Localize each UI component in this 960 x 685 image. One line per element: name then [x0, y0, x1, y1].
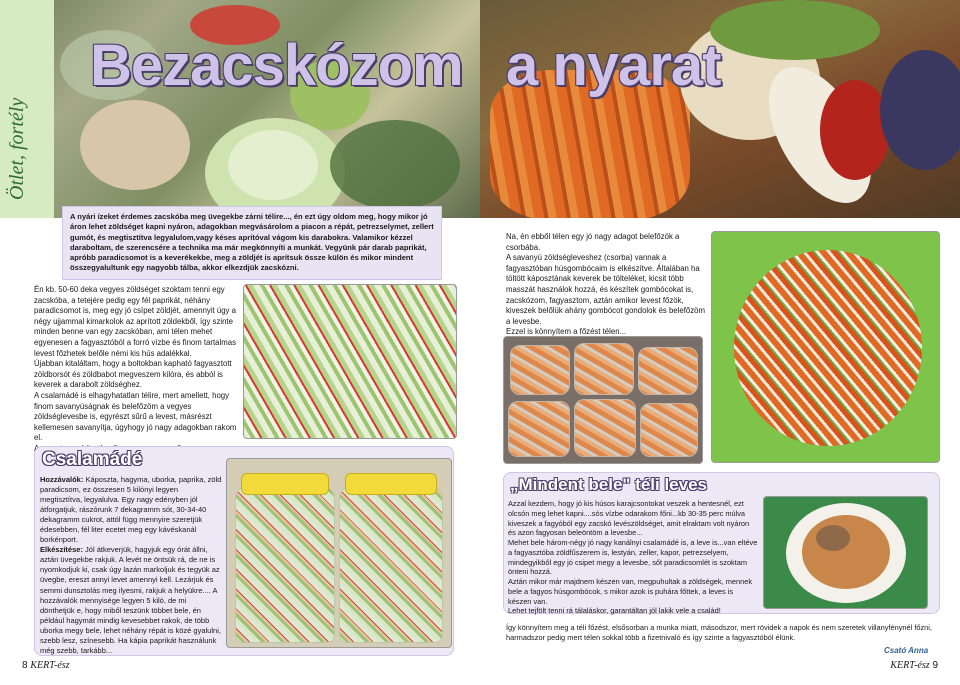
cabbage-highlight	[228, 130, 318, 200]
bag-4	[508, 401, 570, 457]
bag-3	[638, 347, 698, 395]
soup-paragraph: Mehet bele három-négy jó nagy kanálnyi csalamádé is, a leve is...van eltéve a fagyasztóba zöldfűszerem is, lestyán, zeller, kapor, petrezselyem, mindegyikből egy jó csipet megy a levesbe, sőt paradicsomlét is szoktam önteni hozzá.	[508, 538, 758, 577]
left-paragraph: Újabban kitaláltam, hogy a boltokban kapható fagyasztott zöldborsót és zöldbabot megveszem kilóra, és abból is keverek a darabolt zöldséghez.	[34, 359, 232, 390]
csalamade-title: Csalamádé	[42, 449, 143, 470]
soup-text	[508, 499, 758, 616]
section-tab	[0, 0, 54, 218]
right-paragraph: Na, én ebből télen egy jó nagy adagot belefőzök a csorbába.	[506, 232, 680, 252]
bag-2	[574, 343, 634, 395]
left-paragraph: A csalamádé is elhagyhatatlan télire, mert amellett, hogy finom savanyúságnak és belefőzöm a vegyes zöldséglevesbe is, egyrészt sűrű a levest, másrészt kellemesen savanyítja, úgyhogy jó nagy adagokban rakom el.	[34, 390, 237, 443]
footer-left	[22, 660, 70, 671]
left-column-text	[34, 285, 238, 455]
page-number-left: 8	[22, 660, 28, 671]
red-cabbage-shape	[880, 50, 960, 170]
intro-box: A nyári ízeket érdemes zacskóba meg üvegekbe zárni télire..., én ezt úgy oldom meg, hogy mikor jó áron lehet zöldséget kapni nyáron, adagokban megvásárolom a piacon a répát, petrezselymet, zellert gumót, és megtisztítva legyalulom,vagy késes aprítóval vágom kis darabokra. Valamikor kézzel daraboltam, de szerencsére a technika ma már megkönnyíti a munkát. Vegyünk pár darab paprikát, apróbb paradicsomot is a keverékekbe, meg a zöldjét is aprítsuk össze külön és mikor mindent összegyalultunk egy nagyobb tálba, akkor elkezdjük zacskózni.	[62, 206, 442, 280]
magazine-name-left: KERT-ész	[30, 660, 70, 671]
right-paragraph: A savanyú zöldségleveshez (csorba) vannak a fagyasztóban húsgombócaim is elkészítve. Általában ha töltött káposztának keverek be tölteléket, kicsit több masszát használok hozzá, és készítek gombócokat is, zacskózom, fagyasztom, aztán amikor levest főzök, kiveszek belőlük ahány gombócot gondolok és belefőzöm a levesbe.	[506, 253, 705, 326]
title-right: a nyarat	[506, 33, 721, 98]
right-paragraph: Ezzel is könnyítem a főzést télen...	[506, 327, 627, 337]
jar-lid-left	[241, 473, 329, 495]
onions-shape	[80, 100, 190, 190]
closing-text: Így könnyítem meg a téli főzést, elsősorban a munka miatt, másodszor, mert rövidek a napok és nem szeretek villanyfénynél főzni, harmadszor pedig mert télen sokkal több a fizetnivaló és így szinte a fagyasztóból élünk.	[506, 623, 932, 643]
photo-soup-bowl	[763, 496, 928, 609]
soup-paragraph: Azzal kezdem, hogy jó kis húsos karajcsontokat veszek a hentesnél, ezt olcsón meg lehet kapni....sós vízbe odarakom főni...kb 30-35 perc múlva kiveszek a fagyóból egy zacskó levészöldséget, amit elraktam volt nyáron és azon fagyosan beleöntöm a levesbe...	[508, 499, 750, 538]
ingredients-text: Káposzta, hagyma, uborka, paprika, zöld paradicsom, ez összesen 5 kilónyi legyen megtisztítva, legyalulva. Egy nagy edényben jól átforgatjuk, rászórunk 7 dekagramm sót, 30-34-40 dekagramm cukrot, attól függ mennyire szeretjük édesebben, fél liter ecetet meg egy kávéskanál borkénport.	[40, 475, 222, 545]
preparation-text: Jól átkeverjük, hagyjuk egy órát állni, aztán üvegekbe rakjuk. A levét ne öntsük rá, de ne is nyomkodjuk ki, csak úgy lazán markoljuk és tegyük az üvegbe, ereszt annyi levet amennyi kell. Lezárjuk és semmi dunsztolás meg ilyesmi, rakjuk a helyükre.... A hozzávalók mennyisége legyen 5 kiló, de mi dönthetjük e, hogy miből teszünk többet bele, én például hagymát mindig kevesebbet rakok, de több uborka megy bele, lehet néhány répát is közé gyalulni, szebb lesz, színesebb. Ha kápia paprikát használunk még szebb, tarkább...	[40, 545, 221, 655]
soup-paragraph: Lehet tejfölt tenni rá tálaláskor, garantáltan jól lakik vele a család!	[508, 606, 721, 616]
bag-1	[510, 345, 570, 395]
preparation-label: Elkészítése:	[40, 545, 83, 555]
bag-5	[574, 399, 636, 457]
soup-shape	[802, 515, 890, 589]
jar-left	[235, 485, 335, 643]
csalamade-recipe	[40, 475, 222, 656]
author-name: Csató Anna	[884, 646, 929, 655]
greens-bag-shape	[330, 120, 460, 210]
bag-6	[640, 403, 698, 457]
celery-greens-shape	[710, 0, 880, 60]
jar-lid-right	[345, 473, 437, 495]
right-page	[480, 0, 960, 685]
photo-chopped-salad	[243, 284, 457, 439]
red-pepper-shape	[820, 80, 890, 180]
ingredients-label: Hozzávalók:	[40, 475, 84, 484]
grated-pile	[734, 250, 922, 446]
soup-paragraph: Aztán mikor már majdnem készen van, megpuhultak a zöldségek, mennek bele a fagyos húsgombócok, s mikor azok is puhára főttek, a leves is készen van.	[508, 577, 753, 606]
page-number-right: 9	[932, 660, 938, 671]
photo-jars	[226, 458, 452, 648]
right-column-text	[506, 232, 706, 338]
jar-right	[339, 485, 443, 643]
soup-title: „Mindent bele" téli leves	[510, 475, 708, 494]
left-paragraph: Én kb. 50-60 deka vegyes zöldséget szoktam tenni egy zacskóba, a tetejére pedig egy fél paprikát, néhány paradicsomot is, meg egy jó csípet zöldjét, amennyit úgy a négy ujjammal kimarkolok az aprított zöldekből, így szinte minden benne van egy zacskóban, ami télen mehet egyenesen a fagyasztóból a forró vízbe és finom tartalmas levest főzhetek belőle némi kis hús adalékkal.	[34, 285, 236, 358]
photo-grated-vegetables	[711, 231, 940, 463]
footer-right	[890, 660, 938, 671]
magazine-name-right: KERT-ész	[890, 660, 930, 671]
photo-frozen-bags	[503, 336, 703, 464]
section-tab-label: Ötlet, fortély	[6, 97, 28, 200]
title-left: Bezacskózom	[90, 33, 463, 98]
meatball-shape	[816, 525, 850, 551]
